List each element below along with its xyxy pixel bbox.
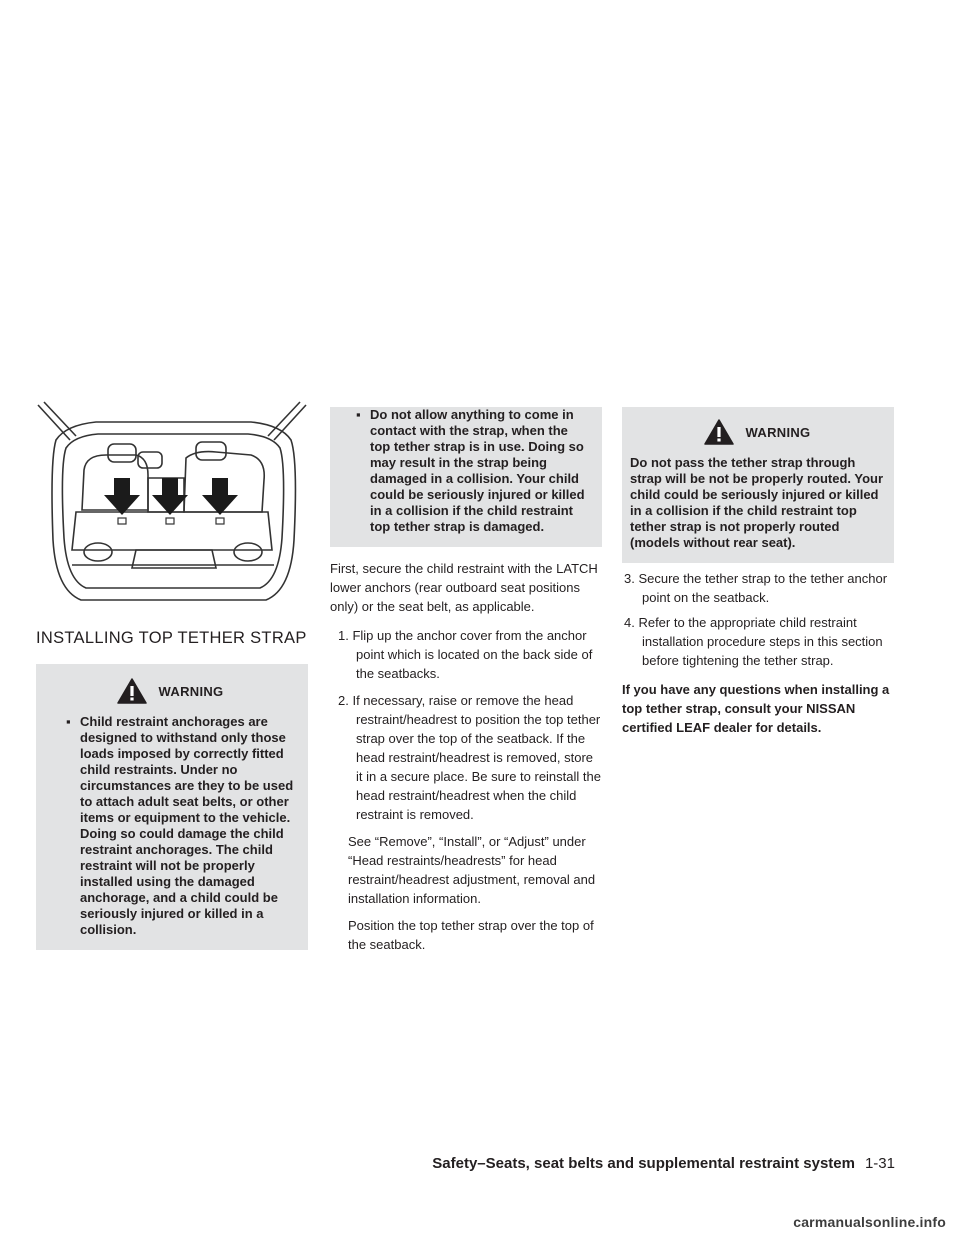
step-4: 4. Refer to the appropriate child restraint installation procedure steps in this section before tightening the tether strap.: [624, 615, 883, 668]
page-number: 1-31: [864, 1155, 895, 1172]
bullet-marker: ▪: [356, 407, 361, 422]
warning-box-routing: [622, 407, 894, 563]
cargo-area-illustration: [36, 400, 308, 612]
warning-bullet: [46, 714, 294, 938]
warning-text: Do not pass the tether strap through strap will be not be properly routed. Your child could be seriously injured or killed in a collision if the child restraint top tether strap is not properly routed (models without rear seat).: [630, 455, 884, 550]
left-column: [36, 400, 308, 950]
intro-paragraph: First, secure the child restraint with the LATCH lower anchors (rear outboard seat positions only) or the seat belt, as applicable.: [330, 561, 598, 614]
position-paragraph: Position the top tether strap over the top of the seatback.: [348, 918, 594, 952]
warning-box-anchorages: [36, 664, 308, 950]
step-2: 2. If necessary, raise or remove the head restraint/headrest to position the top tether strap over the top of the seatback. If the head restraint/headrest is removed, store it in a secure place. Be sure to reinstall the head restraint/headrest when the child restraint is removed.: [338, 693, 601, 822]
right-column: [622, 407, 894, 737]
section-title: Safety–Seats, seat belts and supplemental restraint system: [432, 1155, 855, 1172]
step-1: 1. Flip up the anchor cover from the anchor point which is located on the back side of the seatbacks.: [338, 628, 593, 681]
warning-label: WARNING: [158, 683, 224, 699]
warning-header: [46, 678, 294, 704]
warning-triangle-icon: [704, 419, 734, 445]
step-3: 3. Secure the tether strap to the tether anchor point on the seatback.: [624, 571, 888, 605]
warning-label: WARNING: [745, 424, 811, 440]
warning-triangle-icon: [117, 678, 147, 704]
section-heading: INSTALLING TOP TETHER STRAP: [36, 629, 307, 647]
warning-bullet-text: Child restraint anchorages are designed to withstand only those loads imposed by correctly fitted child restraints. Under no circumstances are they to be used to attach adult seat belts, or other items or equipment to the vehicle. Doing so could damage the child restraint anchorages. The child restraint will not be properly installed using the damaged anchorage, and a child could be seriously injured or killed in a collision.: [80, 714, 294, 937]
closing-note: If you have any questions when installing a top tether strap, consult your NISSAN certified LEAF dealer for details.: [622, 682, 890, 735]
warning-header: [630, 419, 884, 445]
bullet-marker: ▪: [66, 714, 71, 729]
watermark: carmanualsonline.info: [793, 1214, 946, 1230]
warning-box-strap-contact: [330, 407, 602, 547]
see-reference: See “Remove”, “Install”, or “Adjust” under “Head restraints/headrests” for head restraint/headrest adjustment, removal and installation information.: [348, 834, 596, 906]
warning-bullet-text: Do not allow anything to come in contact with the strap, when the top tether strap is in use. Doing so may result in the strap being damaged in a collision. Your child could be seriously injured or killed in a collision if the child restraint top tether strap is damaged.: [370, 407, 585, 534]
page-footer: [400, 1155, 895, 1172]
warning-bullet: [336, 407, 588, 535]
middle-column: [330, 407, 602, 954]
